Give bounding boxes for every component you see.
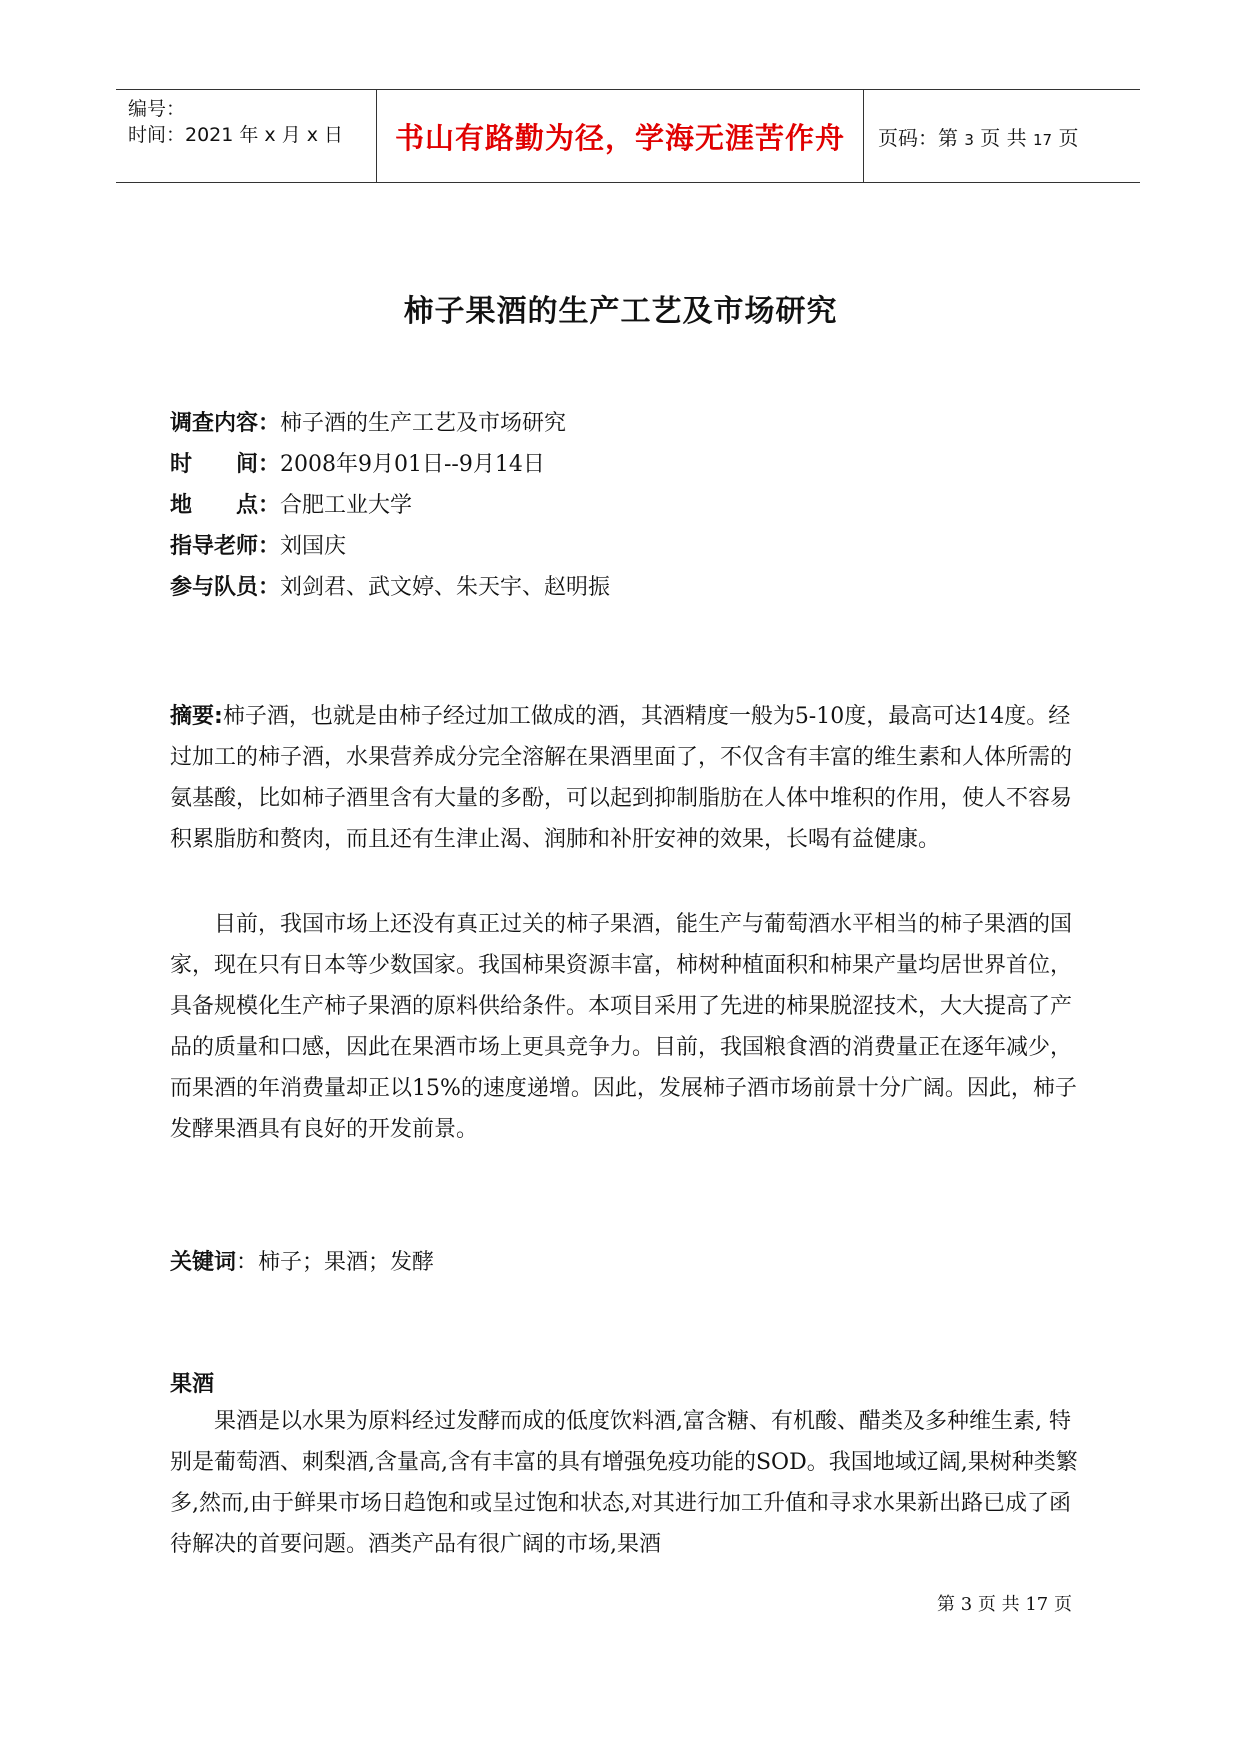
abstract-label: 摘要:	[170, 704, 223, 729]
page-mid: 页 共	[980, 125, 1027, 150]
section-paragraph: 果酒是以水果为原料经过发酵而成的低度饮料酒,富含糖、有机酸、醋类及多种维生素, 特别是葡萄酒、刺梨酒,含量高,含有丰富的具有增强免疫功能的SOD。我国地域辽阔,果树种类繁多,然而,由于鲜果市场日趋饱和或呈过饱和状态,对其进行加工升值和寻求水果新出路已成了函待解决的首要问题。酒类产品有很广阔的市场,果酒	[170, 1409, 1078, 1557]
header-page-info	[878, 122, 1078, 151]
page-prefix: 页码：第	[878, 125, 958, 150]
abstract-paragraph	[170, 696, 1088, 860]
meta-row-time	[170, 445, 545, 485]
meta-row-content	[170, 404, 566, 444]
page-number: 3	[964, 130, 974, 149]
meta-label: 参与队员：	[170, 575, 281, 600]
page-suffix: 页	[1058, 125, 1079, 150]
meta-label: 时 间：	[170, 452, 281, 477]
keywords-line	[170, 1242, 1088, 1283]
meta-value: 2008年9月01日--9月14日	[280, 452, 545, 477]
abstract-text: 柿子酒，也就是由柿子经过加工做成的酒，其酒精度一般为5-10度，最高可达14度。经过加工的柿子酒，水果营养成分完全溶解在果酒里面了，不仅含有丰富的维生素和人体所需的氨基酸，比如柿子酒里含有大量的多酚，可以起到抑制脂肪在人体中堆积的作用，使人不容易积累脂肪和赘肉，而且还有生津止渴、润肺和补肝安神的效果，长喝有益健康。	[170, 704, 1073, 852]
abstract-paragraph-2: 目前，我国市场上还没有真正过关的柿子果酒，能生产与葡萄酒水平相当的柿子果酒的国家，现在只有日本等少数国家。我国柿果资源丰富，柿树种植面积和柿果产量均居世界首位，具备规模化生产柿子果酒的原料供给条件。本项目采用了先进的柿果脱涩技术，大大提高了产品的质量和口感，因此在果酒市场上更具竞争力。目前，我国粮食酒的消费量正在逐年减少，而果酒的年消费量却正以15%的速度递增。因此，发展柿子酒市场前景十分广阔。因此，柿子发酵果酒具有良好的开发前景。	[170, 912, 1077, 1142]
page-footer: 第 3 页 共 17 页	[937, 1594, 1072, 1615]
code-label: 编号：	[128, 98, 186, 120]
meta-label: 调查内容：	[170, 411, 281, 436]
header-table	[116, 89, 1140, 183]
keywords-label: 关键词	[170, 1250, 237, 1275]
section-heading: 果酒	[170, 1372, 215, 1397]
meta-row-place	[170, 486, 412, 526]
meta-value: 刘国庆	[280, 534, 347, 559]
meta-label: 地 点：	[170, 493, 281, 518]
header-page-cell	[864, 90, 1140, 182]
meta-value: 柿子酒的生产工艺及市场研究	[280, 411, 567, 436]
document-title: 柿子果酒的生产工艺及市场研究	[403, 294, 838, 329]
header-motto-cell	[376, 90, 864, 182]
keywords-text: ：柿子；果酒；发酵	[236, 1250, 435, 1275]
motto: 书山有路勤为径，学海无涯苦作舟	[394, 120, 845, 155]
meta-row-advisor	[170, 527, 346, 567]
meta-row-members	[170, 568, 610, 608]
page-total: 17	[1032, 130, 1053, 149]
meta-label: 指导老师：	[170, 534, 281, 559]
meta-value: 合肥工业大学	[280, 493, 413, 518]
time-label: 时间：2021 年 x 月 x 日	[128, 124, 344, 146]
header-left-cell	[116, 90, 376, 182]
meta-value: 刘剑君、武文婷、朱天宇、赵明振	[280, 575, 611, 600]
